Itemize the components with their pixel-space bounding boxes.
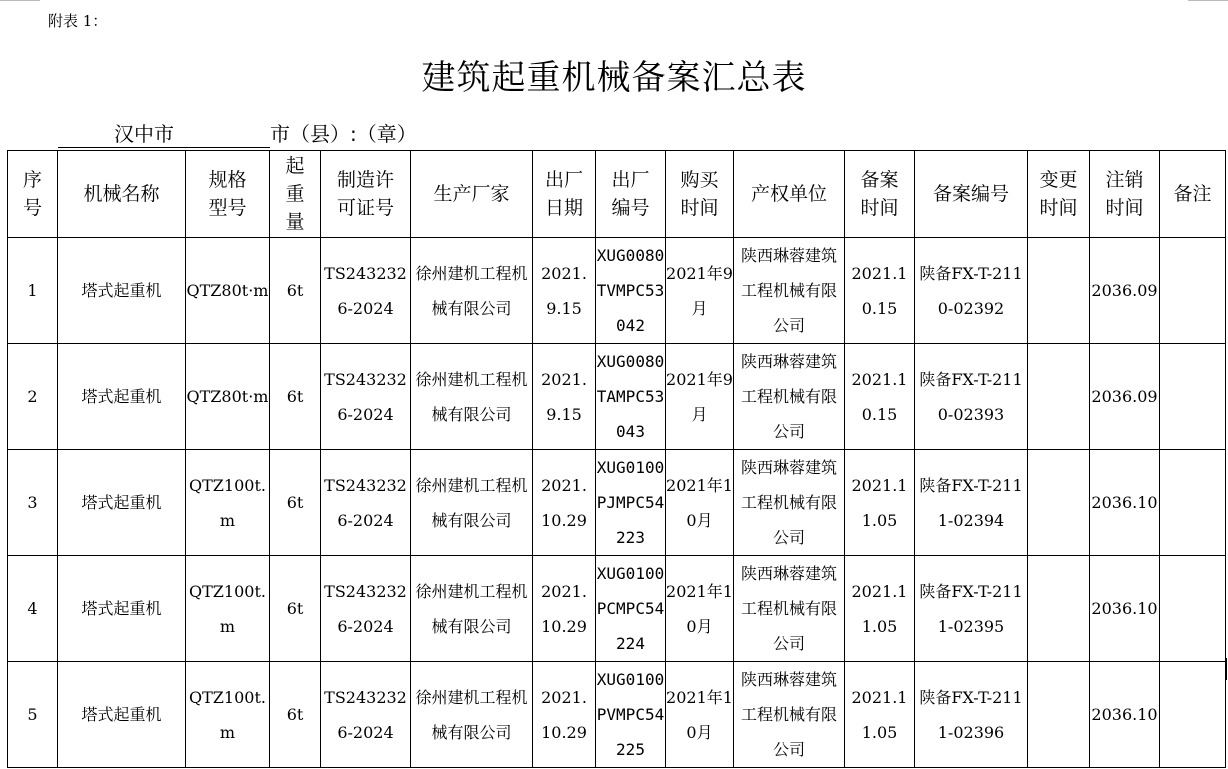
cell-license: TS2432326-2024 bbox=[321, 556, 411, 662]
cell-license: TS2432326-2024 bbox=[321, 238, 411, 344]
cell-purchase: 2021年9月 bbox=[666, 238, 734, 344]
page-corner-mark-right bbox=[1188, 0, 1228, 2]
cell-record-date: 2021.11.05 bbox=[845, 556, 915, 662]
cell-manufacturer: 徐州建机工程机械有限公司 bbox=[411, 238, 533, 344]
city-line bbox=[58, 118, 417, 148]
cell-factory-no: XUG0080TAMPC53043 bbox=[596, 344, 666, 450]
cell-model: QTZ100t.m bbox=[186, 450, 270, 556]
cell-manufacturer: 徐州建机工程机械有限公司 bbox=[411, 344, 533, 450]
cell-factory-no: XUG0080TVMPC53042 bbox=[596, 238, 666, 344]
cell-name: 塔式起重机 bbox=[58, 556, 186, 662]
header-record-date: 备案时间 bbox=[845, 151, 915, 238]
cell-record-no: 陕备FX-T-2111-02396 bbox=[915, 662, 1028, 768]
cell-purchase: 2021年10月 bbox=[666, 556, 734, 662]
cell-capacity: 6t bbox=[270, 238, 321, 344]
cell-remark bbox=[1160, 556, 1226, 662]
page-corner-mark-left bbox=[0, 0, 40, 2]
cell-owner: 陕西琳蓉建筑工程机械有限公司 bbox=[734, 556, 845, 662]
cell-owner: 陕西琳蓉建筑工程机械有限公司 bbox=[734, 450, 845, 556]
table-row bbox=[8, 662, 1226, 768]
cell-license: TS2432326-2024 bbox=[321, 344, 411, 450]
cell-manufacturer: 徐州建机工程机械有限公司 bbox=[411, 556, 533, 662]
cell-purchase: 2021年10月 bbox=[666, 662, 734, 768]
city-name[interactable]: 汉中市 bbox=[58, 118, 270, 148]
cell-cancel: 2036.10 bbox=[1090, 662, 1160, 768]
cell-remark bbox=[1160, 238, 1226, 344]
cell-model: QTZ100t.m bbox=[186, 556, 270, 662]
cell-factory-date: 2021.10.29 bbox=[533, 662, 596, 768]
cell-record-date: 2021.10.15 bbox=[845, 238, 915, 344]
header-owner: 产权单位 bbox=[734, 151, 845, 238]
cell-capacity: 6t bbox=[270, 450, 321, 556]
cell-manufacturer: 徐州建机工程机械有限公司 bbox=[411, 662, 533, 768]
cell-capacity: 6t bbox=[270, 556, 321, 662]
cell-record-no: 陕备FX-T-2111-02394 bbox=[915, 450, 1028, 556]
header-manufacturer: 生产厂家 bbox=[411, 151, 533, 238]
header-change: 变更时间 bbox=[1028, 151, 1090, 238]
cell-factory-date: 2021.9.15 bbox=[533, 238, 596, 344]
cell-record-date: 2021.10.15 bbox=[845, 344, 915, 450]
cell-change bbox=[1028, 344, 1090, 450]
cell-factory-date: 2021.10.29 bbox=[533, 556, 596, 662]
cell-name: 塔式起重机 bbox=[58, 450, 186, 556]
cell-owner: 陕西琳蓉建筑工程机械有限公司 bbox=[734, 238, 845, 344]
cell-factory-date: 2021.10.29 bbox=[533, 450, 596, 556]
cell-factory-no: XUG0100PCMPC54224 bbox=[596, 556, 666, 662]
cell-cancel: 2036.10 bbox=[1090, 450, 1160, 556]
header-row bbox=[8, 151, 1226, 238]
cell-model: QTZ80t·m bbox=[186, 344, 270, 450]
cell-capacity: 6t bbox=[270, 344, 321, 450]
header-name: 机械名称 bbox=[58, 151, 186, 238]
header-capacity: 起重量 bbox=[270, 151, 321, 238]
cell-factory-no: XUG0100PVMPC54225 bbox=[596, 662, 666, 768]
cell-owner: 陕西琳蓉建筑工程机械有限公司 bbox=[734, 662, 845, 768]
header-factory-no: 出厂编号 bbox=[596, 151, 666, 238]
cell-seq: 4 bbox=[8, 556, 58, 662]
cell-record-no: 陕备FX-T-2111-02395 bbox=[915, 556, 1028, 662]
cell-name: 塔式起重机 bbox=[58, 662, 186, 768]
header-seq: 序号 bbox=[8, 151, 58, 238]
cell-change bbox=[1028, 238, 1090, 344]
header-cancel: 注销时间 bbox=[1090, 151, 1160, 238]
cell-remark bbox=[1160, 344, 1226, 450]
cell-record-no: 陕备FX-T-2110-02393 bbox=[915, 344, 1028, 450]
cell-cancel: 2036.10 bbox=[1090, 556, 1160, 662]
cell-record-no: 陕备FX-T-2110-02392 bbox=[915, 238, 1028, 344]
cell-license: TS2432326-2024 bbox=[321, 662, 411, 768]
cell-model: QTZ80t·m bbox=[186, 238, 270, 344]
header-model: 规格型号 bbox=[186, 151, 270, 238]
cell-cancel: 2036.09 bbox=[1090, 344, 1160, 450]
cell-seq: 1 bbox=[8, 238, 58, 344]
cell-factory-date: 2021.9.15 bbox=[533, 344, 596, 450]
cell-name: 塔式起重机 bbox=[58, 238, 186, 344]
text-cursor bbox=[1225, 658, 1227, 680]
cell-change bbox=[1028, 450, 1090, 556]
cell-manufacturer: 徐州建机工程机械有限公司 bbox=[411, 450, 533, 556]
cell-seq: 5 bbox=[8, 662, 58, 768]
cell-purchase: 2021年10月 bbox=[666, 450, 734, 556]
header-license: 制造许可证号 bbox=[321, 151, 411, 238]
cell-owner: 陕西琳蓉建筑工程机械有限公司 bbox=[734, 344, 845, 450]
header-purchase: 购买时间 bbox=[666, 151, 734, 238]
cell-record-date: 2021.11.05 bbox=[845, 450, 915, 556]
cell-purchase: 2021年9月 bbox=[666, 344, 734, 450]
cell-model: QTZ100t.m bbox=[186, 662, 270, 768]
header-factory-date: 出厂日期 bbox=[533, 151, 596, 238]
table-row bbox=[8, 238, 1226, 344]
city-suffix: 市（县）:（章） bbox=[270, 122, 417, 146]
document-title: 建筑起重机械备案汇总表 bbox=[421, 58, 807, 98]
header-record-no: 备案编号 bbox=[915, 151, 1028, 238]
header-remark: 备注 bbox=[1160, 151, 1226, 238]
cell-name: 塔式起重机 bbox=[58, 344, 186, 450]
table-row bbox=[8, 344, 1226, 450]
cell-cancel: 2036.09 bbox=[1090, 238, 1160, 344]
cell-record-date: 2021.11.05 bbox=[845, 662, 915, 768]
cell-change bbox=[1028, 556, 1090, 662]
table-row bbox=[8, 556, 1226, 662]
cell-seq: 3 bbox=[8, 450, 58, 556]
cell-remark bbox=[1160, 450, 1226, 556]
table-row bbox=[8, 450, 1226, 556]
cell-capacity: 6t bbox=[270, 662, 321, 768]
registration-table bbox=[7, 150, 1226, 768]
cell-remark bbox=[1160, 662, 1226, 768]
cell-license: TS2432326-2024 bbox=[321, 450, 411, 556]
cell-change bbox=[1028, 662, 1090, 768]
cell-seq: 2 bbox=[8, 344, 58, 450]
cell-factory-no: XUG0100PJMPC54223 bbox=[596, 450, 666, 556]
attachment-label: 附表 1： bbox=[48, 12, 108, 30]
